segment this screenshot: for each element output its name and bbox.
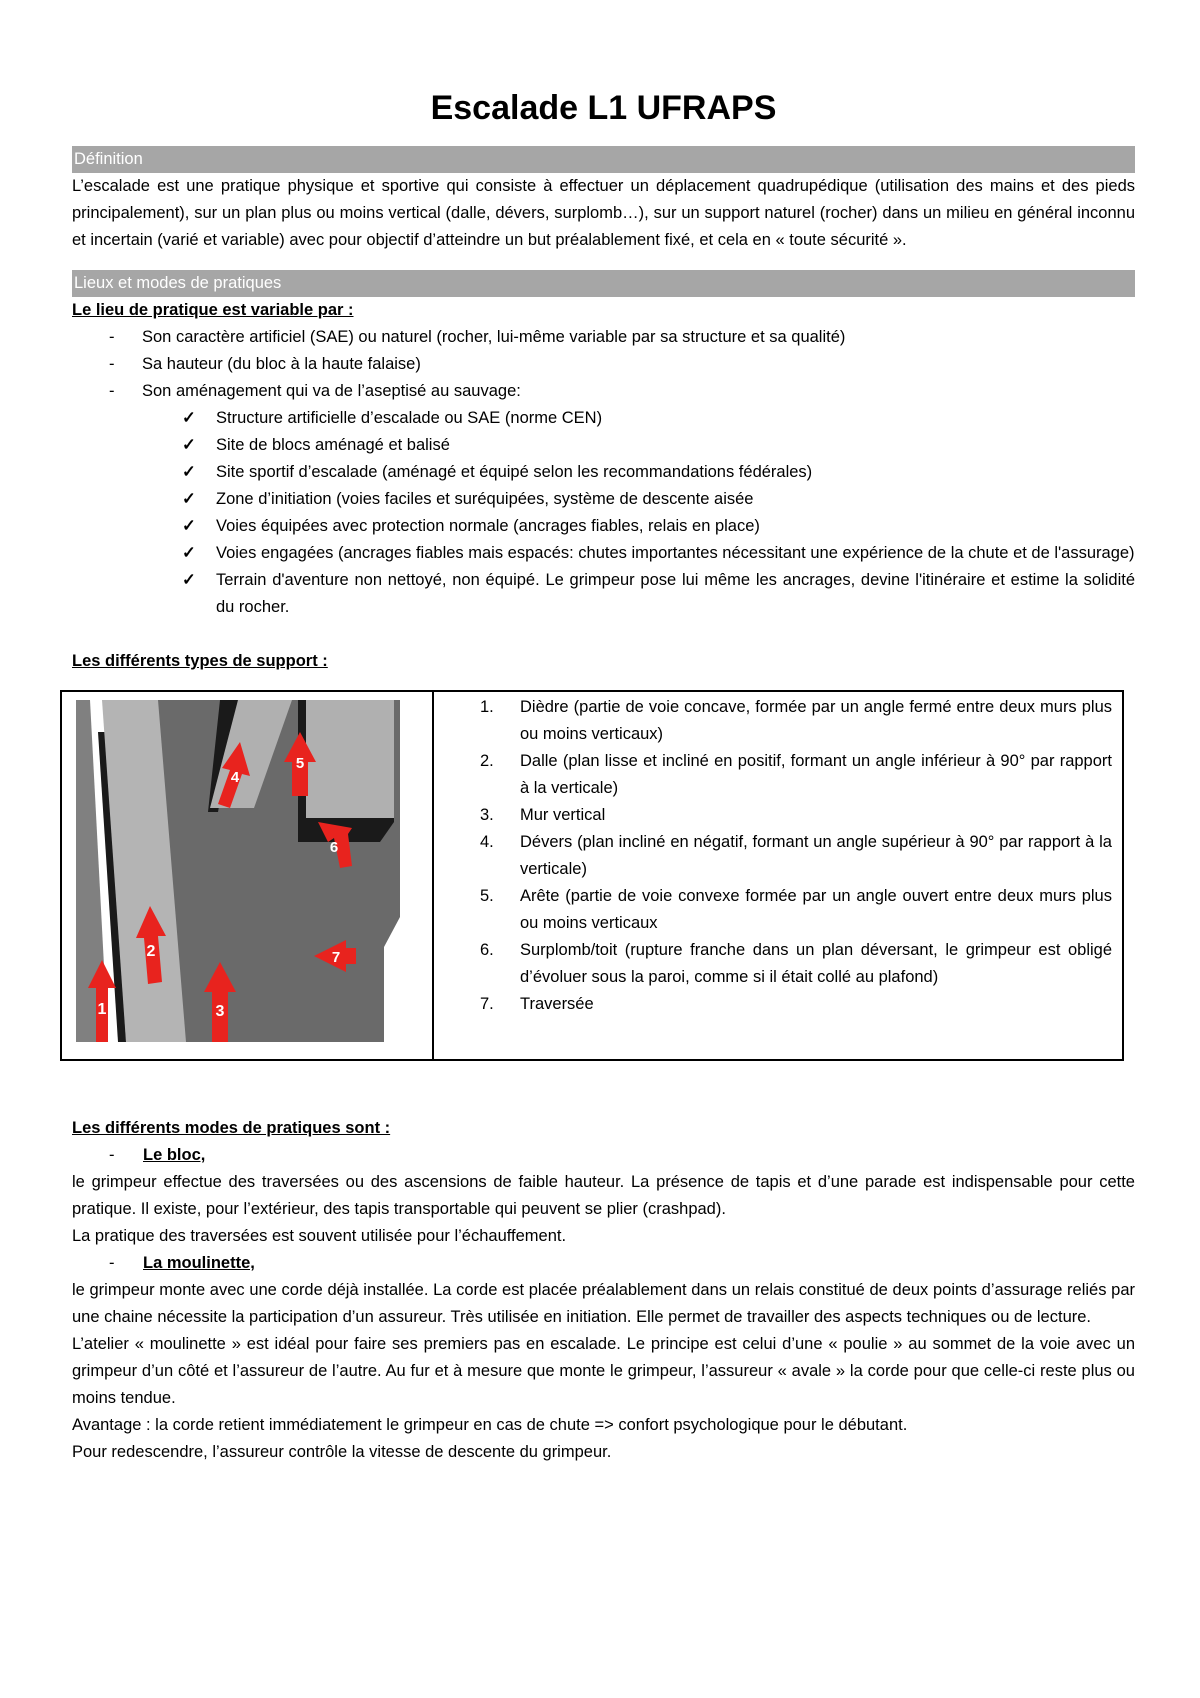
list-item: 7. Traversée xyxy=(480,995,594,1013)
moulinette-text: Pour redescendre, l’assureur contrôle la vitesse de descente du grimpeur. xyxy=(72,1443,612,1461)
bloc-item: - Le bloc, xyxy=(109,1146,206,1164)
list-item: ✓ Site sportif d’escalade (aménagé et équipé selon les recommandations fédérales) xyxy=(182,459,1135,486)
list-item: 3. Mur vertical xyxy=(480,806,606,824)
checkmark-icon: ✓ xyxy=(182,571,196,589)
checkmark-icon: ✓ xyxy=(182,409,196,427)
support-table xyxy=(60,690,1124,1061)
support-heading: Les différents types de support : xyxy=(72,652,328,670)
svg-text:3: 3 xyxy=(215,1003,225,1020)
svg-text:6: 6 xyxy=(329,839,339,856)
lieux-dash-list xyxy=(72,324,1135,405)
bloc-text: La pratique des traversées est souvent utilisée pour l’échauffement. xyxy=(72,1227,567,1245)
list-item: ✓ Terrain d'aventure non nettoyé, non équipé. Le grimpeur pose lui même les ancrages, devine l'itinéraire et estime la solidité du rocher. xyxy=(182,567,1135,621)
moulinette-text: L’atelier « moulinette » est idéal pour faire ses premiers pas en escalade. Le principe est celui d’une « poulie » au sommet de la voie avec un grimpeur d’un côté et l’assureur de l’autre. Au fur et à mesure que monte le grimpeur, l’assureur « avale » la corde pour que celle-ci reste plus ou moins tendue. xyxy=(72,1335,1135,1407)
list-item: - Sa hauteur (du bloc à la haute falaise) xyxy=(109,355,421,373)
svg-text:7: 7 xyxy=(331,949,341,966)
list-item: 1. Dièdre (partie de voie concave, formée par un angle fermé entre deux murs plus ou moins verticaux) xyxy=(480,698,1112,743)
checkmark-icon: ✓ xyxy=(182,436,196,454)
list-item: 2. Dalle (plan lisse et incliné en positif, formant un angle inférieur à 90° par rapport à la verticale) xyxy=(480,752,1112,797)
document-page xyxy=(72,0,1135,1466)
definition-text: L’escalade est une pratique physique et sportive qui consiste à effectuer un déplacement quadrupédique (utilisation des mains et des pieds principalement), sur un plan plus ou moins vertical (dalle, dévers, surplomb…), sur un support naturel (rocher) dans un milieu en général inconnu et incertain (varié et variable) avec pour objectif d’atteindre un but préalablement fixé, et cela en « toute sécurité ». xyxy=(72,177,1135,249)
support-types-list xyxy=(444,694,1112,1018)
moulinette-text: le grimpeur monte avec une corde déjà installée. La corde est placée préalablement dans un relais constitué de deux points d’assurage reliés par une chaine nécessite la participation d’un assureur. Très utilisée en initiation. Elle permet de travailler des aspects techniques ou de lecture. xyxy=(72,1281,1135,1326)
climbing-support-diagram xyxy=(62,692,432,1054)
support-types-cell xyxy=(433,691,1123,1060)
checkmark-icon: ✓ xyxy=(182,544,196,562)
lieux-heading: Lieux et modes de pratiques xyxy=(72,270,1135,297)
svg-text:2: 2 xyxy=(146,943,156,960)
list-item: ✓ Structure artificielle d’escalade ou SAE (norme CEN) xyxy=(182,405,1135,432)
list-item: 4. Dévers (plan incliné en négatif, formant un angle supérieur à 90° par rapport à la verticale) xyxy=(480,833,1112,878)
list-item: - Son aménagement qui va de l’aseptisé au sauvage: xyxy=(109,382,521,400)
checkmark-icon: ✓ xyxy=(182,517,196,535)
checkmark-icon: ✓ xyxy=(182,463,196,481)
modes-heading: Les différents modes de pratiques sont : xyxy=(72,1119,391,1137)
lieux-check-list xyxy=(72,405,1135,621)
list-item: ✓ Site de blocs aménagé et balisé xyxy=(182,432,1135,459)
list-item: ✓ Voies équipées avec protection normale (ancrages fiables, relais en place) xyxy=(182,513,1135,540)
svg-text:5: 5 xyxy=(295,755,305,772)
moulinette-text: Avantage : la corde retient immédiatement le grimpeur en cas de chute => confort psychologique pour le débutant. xyxy=(72,1416,908,1434)
list-item: ✓ Zone d’initiation (voies faciles et suréquipées, système de descente aisée xyxy=(182,486,1135,513)
list-item: 6. Surplomb/toit (rupture franche dans un plan déversant, le grimpeur est obligé d’évoluer sous la paroi, comme si il était collé au plafond) xyxy=(480,941,1112,986)
svg-text:1: 1 xyxy=(97,1001,107,1018)
list-item: - Son caractère artificiel (SAE) ou naturel (rocher, lui-même variable par sa structure et sa qualité) xyxy=(109,328,846,346)
bloc-text: le grimpeur effectue des traversées ou des ascensions de faible hauteur. La présence de tapis et d’une parade est indispensable pour cette pratique. Il existe, pour l’extérieur, des tapis transportable qui peuvent se plier (crashpad). xyxy=(72,1173,1135,1218)
checkmark-icon: ✓ xyxy=(182,490,196,508)
svg-text:4: 4 xyxy=(230,769,240,786)
list-item: ✓ Voies engagées (ancrages fiables mais espacés: chutes importantes nécessitant une expérience de la chute et de l'assurage) xyxy=(182,540,1135,567)
support-diagram-cell xyxy=(61,691,433,1060)
list-item: 5. Arête (partie de voie convexe formée par un angle ouvert entre deux murs plus ou moins verticaux xyxy=(480,887,1112,932)
lieux-subheading: Le lieu de pratique est variable par : xyxy=(72,301,354,319)
page-title: Escalade L1 UFRAPS xyxy=(430,89,777,127)
definition-heading: Définition xyxy=(72,146,1135,173)
moulinette-item: - La moulinette, xyxy=(109,1254,255,1272)
